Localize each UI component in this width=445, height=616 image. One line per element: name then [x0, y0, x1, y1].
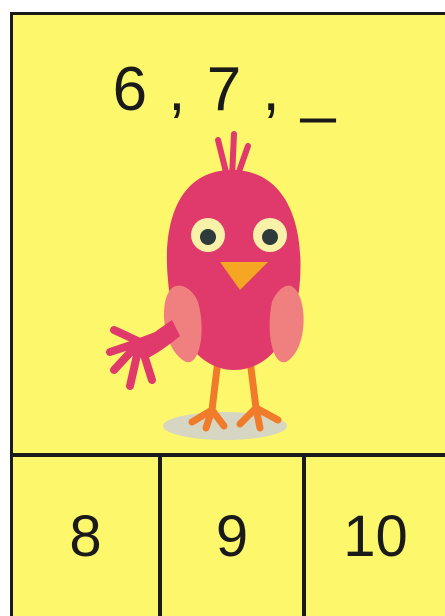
bird-right-wing — [270, 286, 304, 363]
left-margin — [0, 0, 10, 616]
answer-option-2[interactable]: 9 — [215, 504, 249, 569]
bird-left-pupil — [200, 229, 216, 245]
bird-wave-arm — [140, 320, 180, 358]
number-sequence: 6 , 7 , _ — [112, 55, 338, 124]
top-border — [10, 12, 445, 15]
answer-option-1[interactable]: 8 — [69, 504, 102, 569]
answer-option-3[interactable]: 10 — [343, 504, 408, 569]
bird-right-pupil — [262, 229, 278, 245]
pink-bird-icon — [100, 130, 340, 450]
